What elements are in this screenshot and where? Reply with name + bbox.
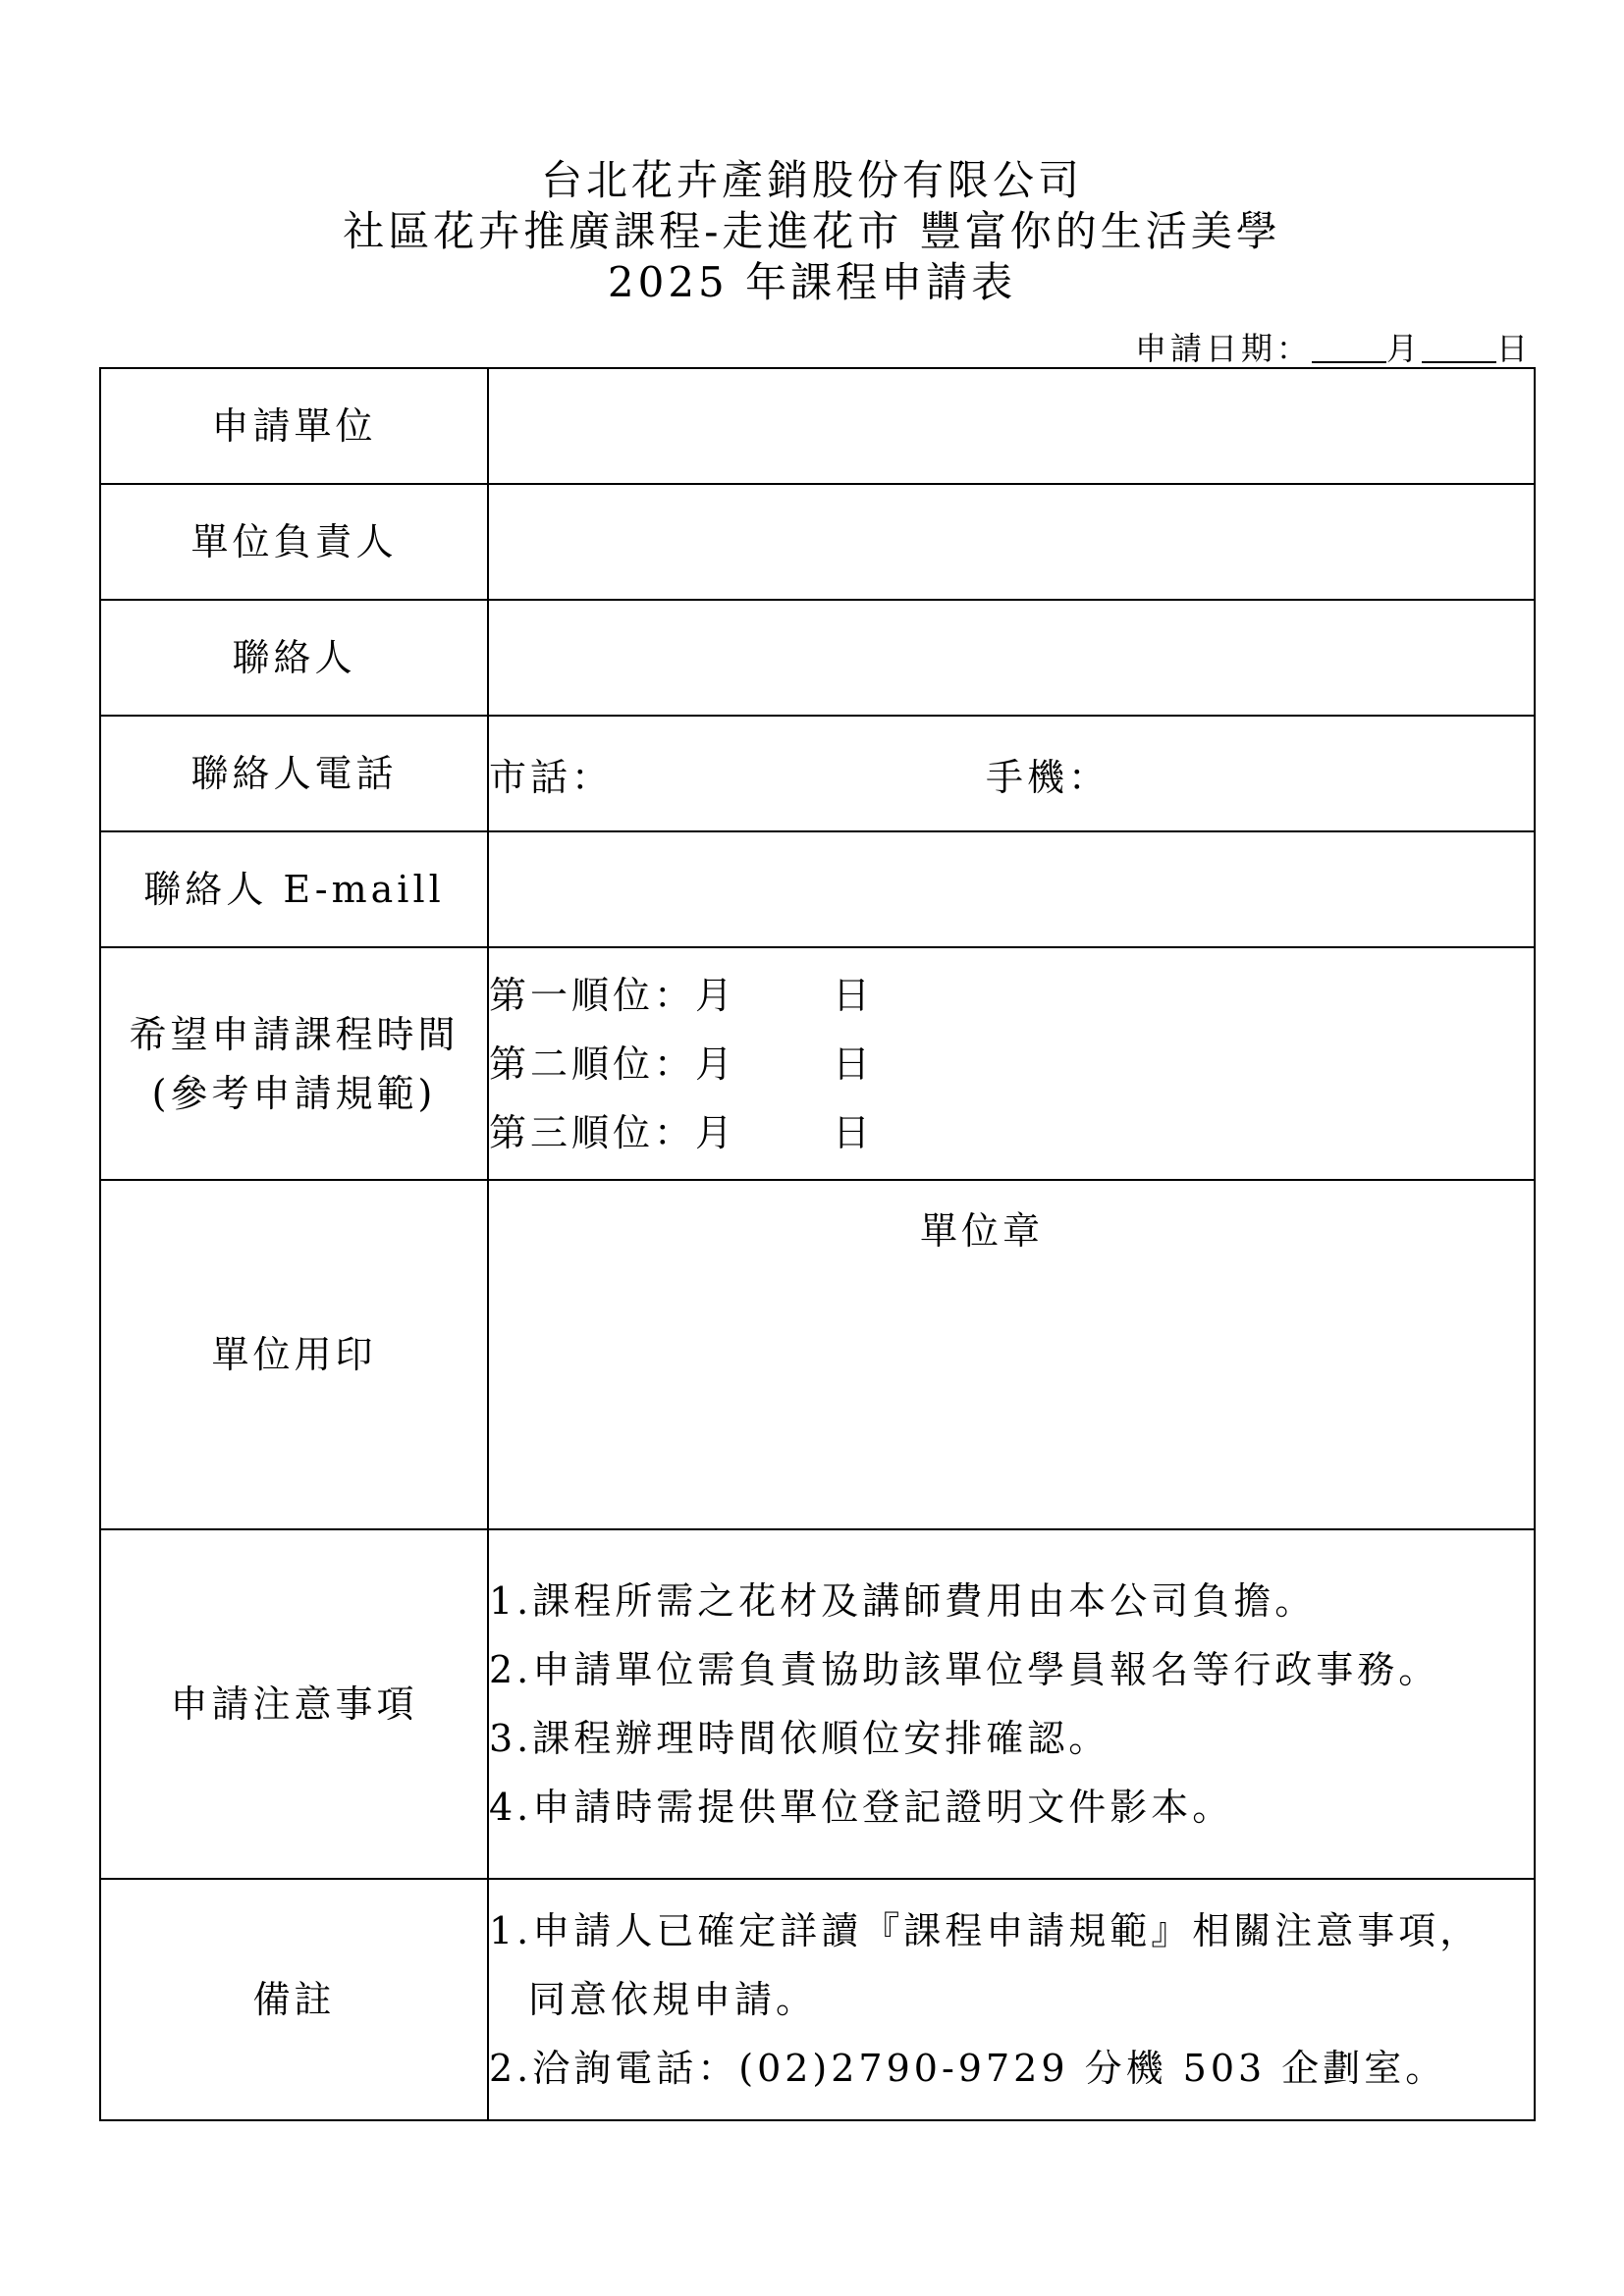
row-course-time — [100, 947, 1535, 1180]
email-label: 聯絡人 E-maill — [100, 831, 488, 947]
priority-day: 日 — [833, 1110, 875, 1154]
row-remark — [100, 1879, 1535, 2120]
seal-field[interactable] — [488, 1180, 1535, 1529]
remark-item: 1.申請人已確定詳讀『課程申請規範』相關注意事項， — [489, 1909, 1482, 1952]
row-unit — [100, 368, 1535, 484]
course-time-label-line2: (參考申請規範) — [151, 1071, 437, 1115]
row-email — [100, 831, 1535, 947]
row-seal — [100, 1180, 1535, 1529]
priority-label: 第三順位： — [489, 1110, 696, 1154]
priority-month: 月 — [695, 973, 737, 1017]
month-blank[interactable] — [1312, 332, 1386, 363]
course-time-label-line1: 希望申請課程時間 — [129, 1012, 460, 1056]
priority-2 — [489, 1030, 1534, 1098]
priority-day: 日 — [833, 973, 875, 1017]
row-notes — [100, 1529, 1535, 1879]
course-title: 社區花卉推廣課程-走進花市 豐富你的生活美學 — [343, 207, 1281, 255]
row-contact-phone — [100, 716, 1535, 831]
seal-label: 單位用印 — [100, 1180, 488, 1529]
apply-date — [1135, 324, 1532, 369]
note-item: 2.申請單位需負責協助該單位學員報名等行政事務。 — [489, 1648, 1440, 1691]
priority-label: 第一順位： — [489, 973, 696, 1017]
priority-1 — [489, 961, 1534, 1030]
unit-stamp-label: 單位章 — [919, 1209, 1044, 1253]
contact-label: 聯絡人 — [100, 600, 488, 716]
priority-day: 日 — [833, 1041, 875, 1086]
row-contact — [100, 600, 1535, 716]
landline-label: 市話： — [489, 755, 614, 799]
contact-field[interactable] — [488, 600, 1535, 716]
priority-3 — [489, 1098, 1534, 1167]
month-char: 月 — [1385, 330, 1422, 367]
notes-label: 申請注意事項 — [100, 1529, 488, 1879]
contact-phone-field[interactable] — [488, 716, 1535, 831]
priority-month: 月 — [695, 1110, 737, 1154]
unit-head-field[interactable] — [488, 484, 1535, 600]
priority-label: 第二順位： — [489, 1041, 696, 1086]
course-time-label — [100, 947, 488, 1180]
mobile-label: 手機： — [986, 755, 1110, 799]
email-field[interactable] — [488, 831, 1535, 947]
notes-content — [488, 1529, 1535, 1879]
apply-date-label: 申請日期： — [1134, 330, 1312, 367]
unit-head-label: 單位負責人 — [100, 484, 488, 600]
row-unit-head — [100, 484, 1535, 600]
remark-content — [488, 1879, 1535, 2120]
remark-item: 2.洽詢電話：(02)2790-9729 分機 503 企劃室。 — [489, 2047, 1447, 2090]
form-title: 2025 年課程申請表 — [607, 258, 1017, 306]
priority-month: 月 — [695, 1041, 737, 1086]
remark-label: 備註 — [100, 1879, 488, 2120]
company-name: 台北花卉產銷股份有限公司 — [540, 156, 1083, 204]
note-item: 1.課程所需之花材及講師費用由本公司負擔。 — [489, 1579, 1317, 1623]
unit-field[interactable] — [488, 368, 1535, 484]
note-item: 4.申請時需提供單位登記證明文件影本。 — [489, 1786, 1234, 1829]
remark-item: 同意依規申請。 — [528, 1978, 818, 2021]
day-char: 日 — [1495, 330, 1532, 367]
application-form-table — [99, 367, 1536, 2121]
course-time-field[interactable] — [488, 947, 1535, 1180]
contact-phone-label: 聯絡人電話 — [100, 716, 488, 831]
unit-label: 申請單位 — [100, 368, 488, 484]
day-blank[interactable] — [1422, 332, 1496, 363]
note-item: 3.課程辦理時間依順位安排確認。 — [489, 1717, 1110, 1760]
